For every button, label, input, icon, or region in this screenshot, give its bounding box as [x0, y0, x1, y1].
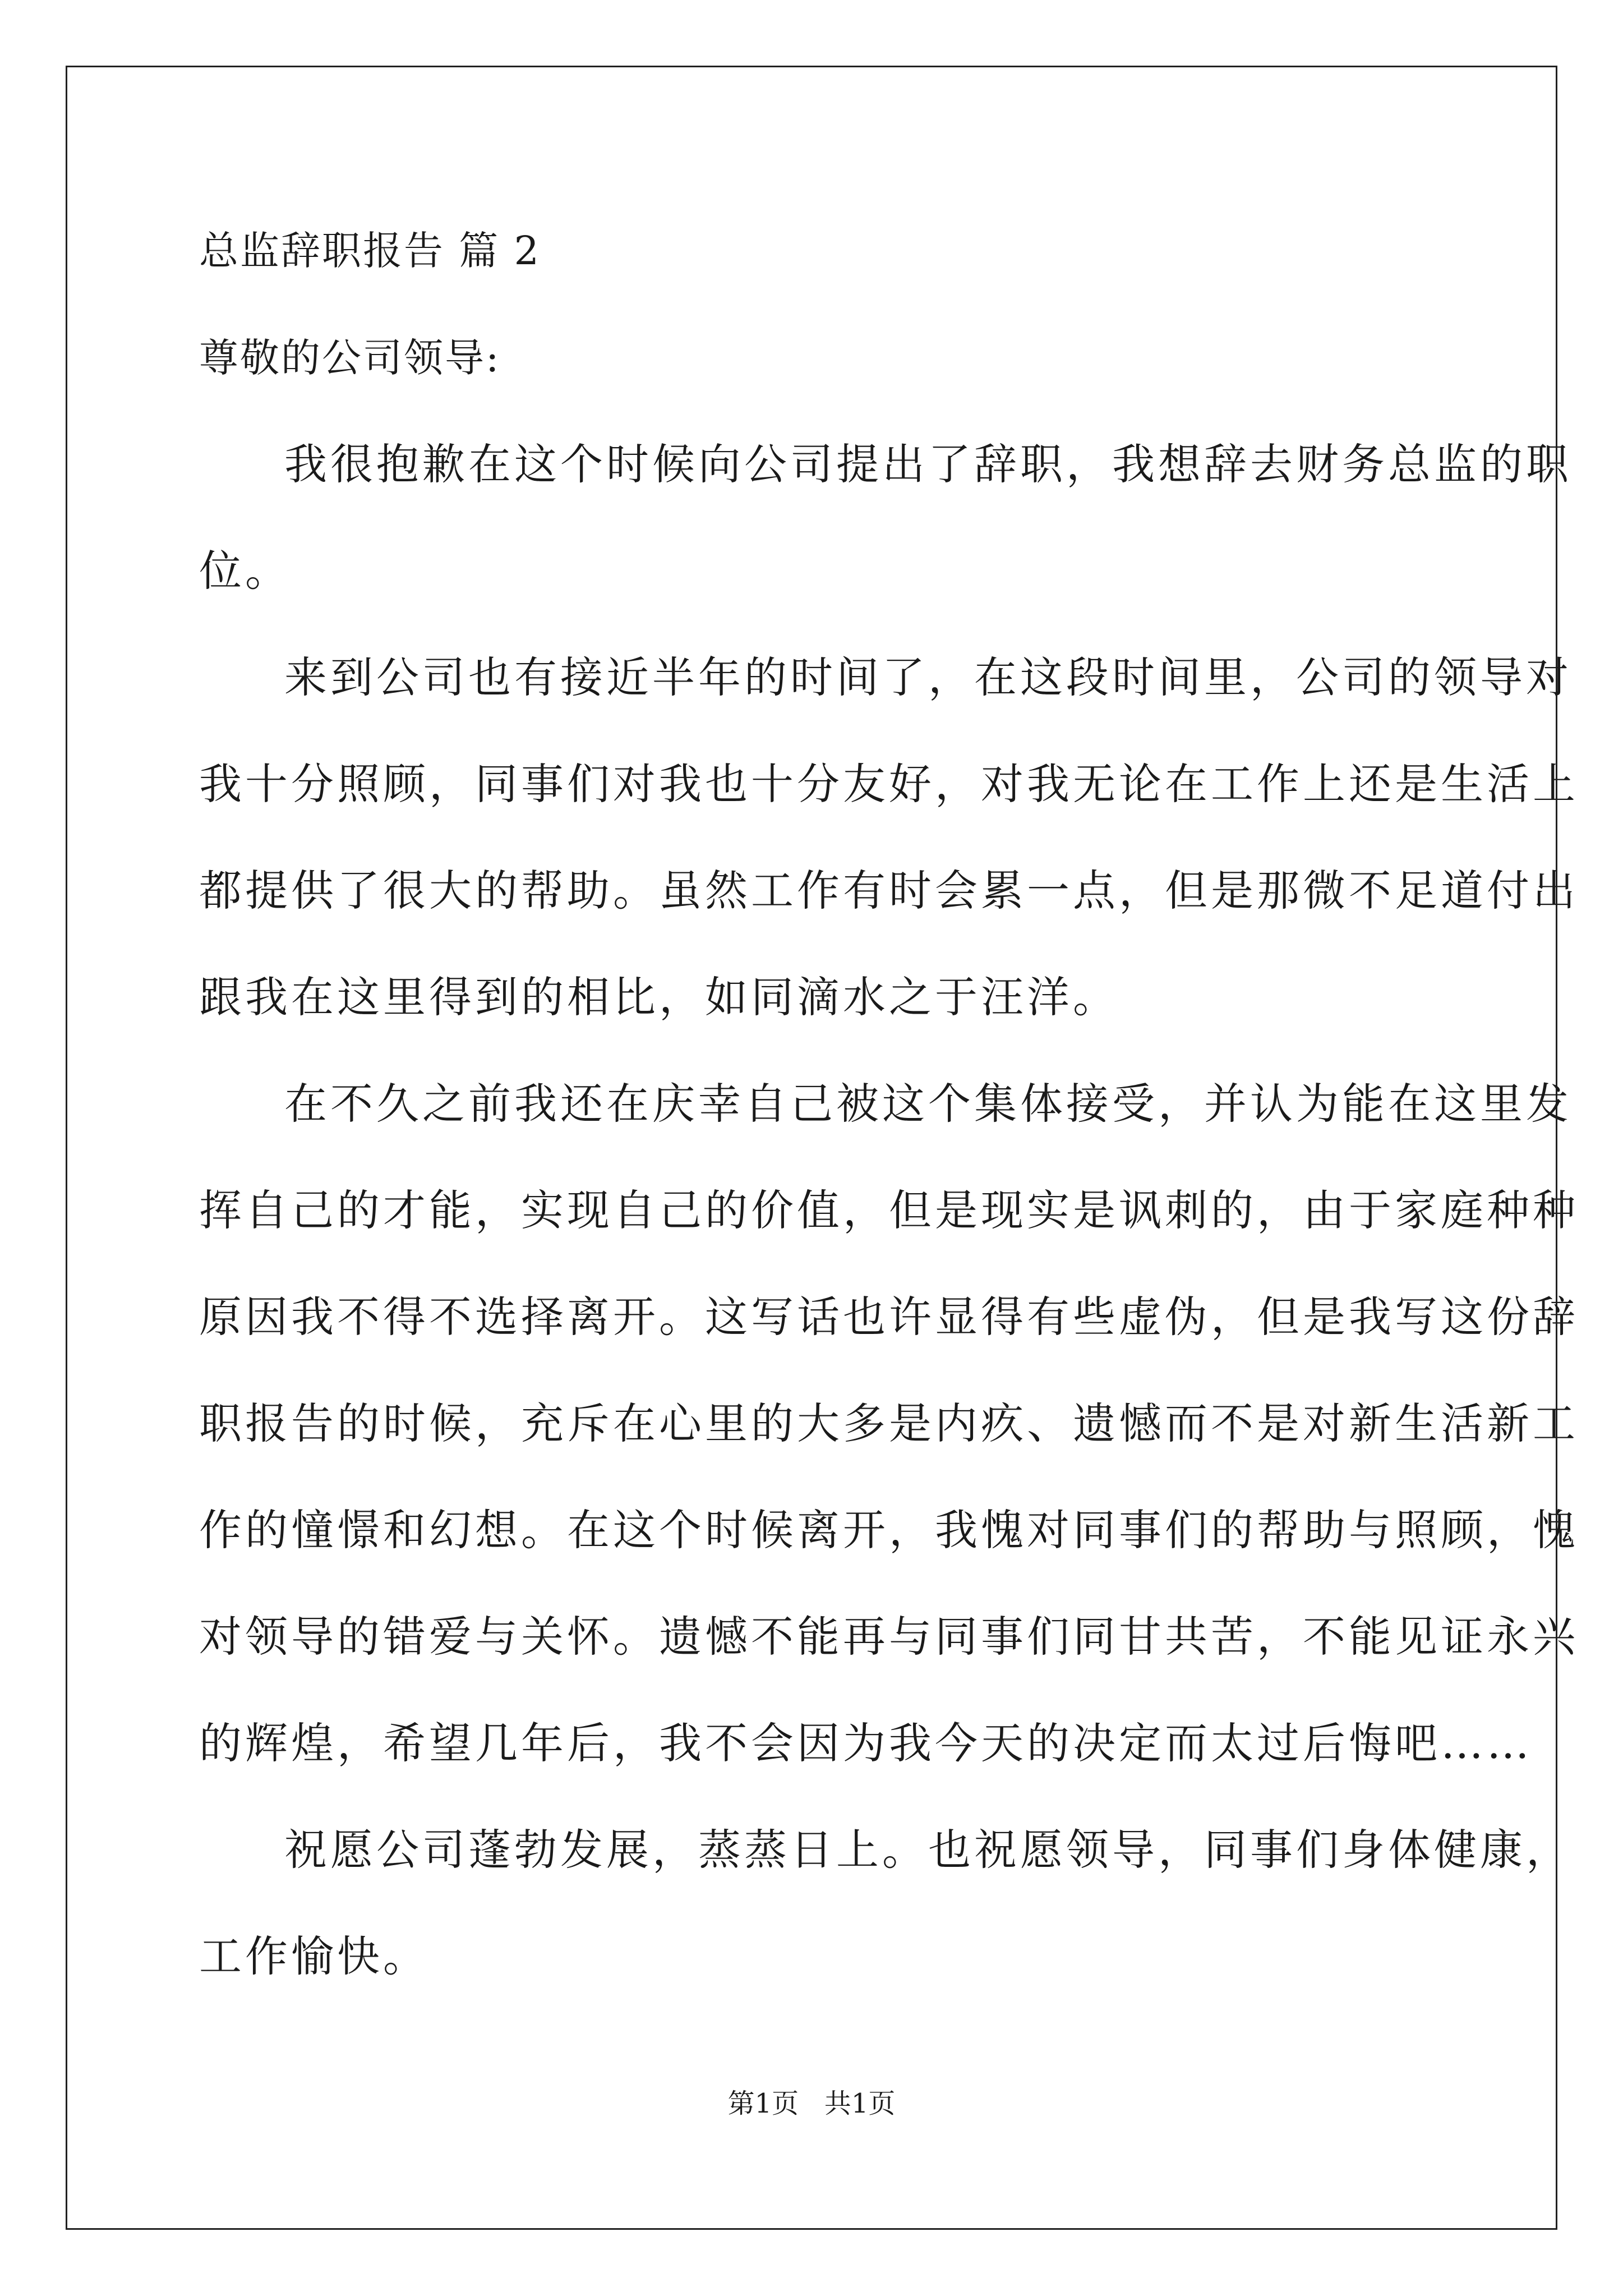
paragraph-line: 挥自己的才能，实现自己的价值，但是现实是讽刺的，由于家庭种种	[199, 1185, 1579, 1235]
paragraph-2	[199, 650, 1579, 1076]
paragraph-line: 都提供了很大的帮助。虽然工作有时会累一点，但是那微不足道付出	[199, 866, 1579, 915]
paragraph-line: 跟我在这里得到的相比，如同滴水之于汪洋。	[199, 972, 1119, 1022]
paragraph-line: 对领导的错爱与关怀。遗憾不能再与同事们同甘共苦，不能见证永兴	[199, 1612, 1579, 1662]
paragraph-line: 在不久之前我还在庆幸自己被这个集体接受，并认为能在这里发	[284, 1079, 1572, 1129]
paragraph-line: 作的憧憬和幻想。在这个时候离开，我愧对同事们的帮助与照顾，愧	[199, 1505, 1579, 1555]
paragraph-line: 我很抱歉在这个时候向公司提出了辞职，我想辞去财务总监的职	[284, 439, 1572, 489]
paragraph-line: 来到公司也有接近半年的时间了，在这段时间里，公司的领导对	[284, 652, 1572, 702]
document-title: 总监辞职报告 篇 2	[199, 228, 541, 274]
paragraph-line: 职报告的时候，充斥在心里的大多是内疚、遗憾而不是对新生活新工	[199, 1398, 1579, 1448]
paragraph-line: 的辉煌，希望几年后，我不会因为我今天的决定而太过后悔吧……	[199, 1718, 1533, 1768]
paragraph-3	[199, 1076, 1579, 1822]
paragraph-line: 原因我不得不选择离开。这写话也许显得有些虚伪，但是我写这份辞	[199, 1292, 1579, 1342]
salutation: 尊敬的公司领导:	[199, 335, 501, 381]
paragraph-line: 工作愉快。	[199, 1931, 429, 1981]
page-footer: 第1页 共1页	[727, 2088, 896, 2119]
paragraph-4	[199, 1822, 1572, 2035]
paragraph-1	[199, 436, 1572, 650]
paragraph-line: 位。	[199, 546, 291, 596]
paragraph-line: 我十分照顾，同事们对我也十分友好，对我无论在工作上还是生活上	[199, 759, 1579, 809]
paragraph-line: 祝愿公司蓬勃发展，蒸蒸日上。也祝愿领导，同事们身体健康，	[284, 1825, 1572, 1875]
